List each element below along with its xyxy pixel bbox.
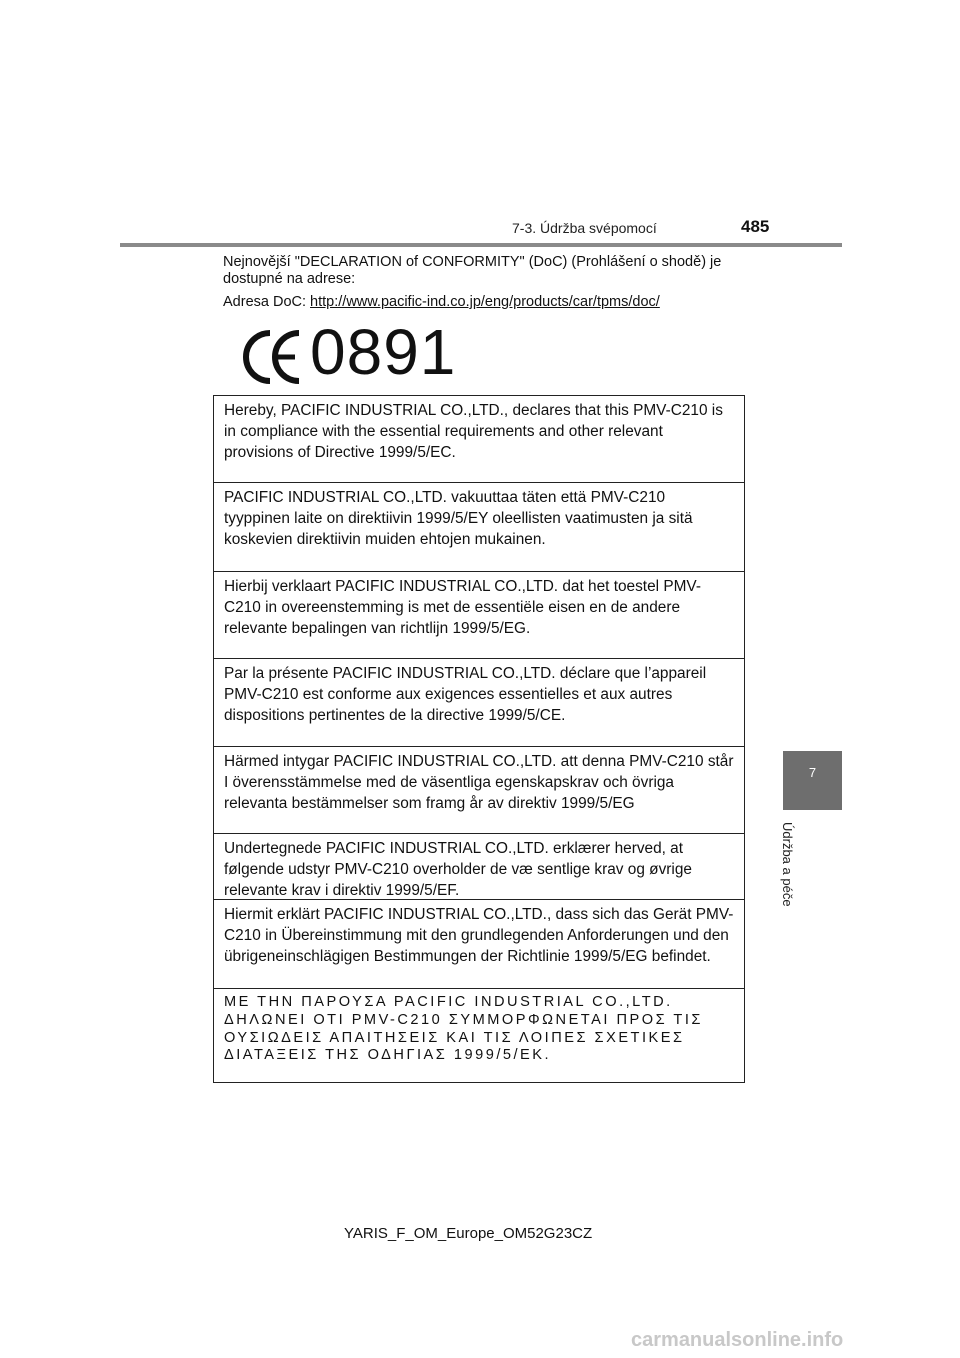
ce-notified-body-number: 0891 bbox=[310, 316, 457, 388]
doc-address bbox=[223, 294, 660, 310]
declaration-greek: ΜΕ ΤΗΝ ΠΑΡΟΥΣΑ PACIFIC INDUSTRIAL CO.,LTD. ΔΗΛΩΝΕΙ ΟΤΙ PMV-C210 ΣΥΜΜΟΡΦΩΝΕΤΑΙ ΠΡΟΣ ΤΙΣ ΟΥΣΙΩΔΕΙΣ ΑΠΑΙΤΗΣΕΙΣ ΚΑΙ ΤΙΣ ΛΟΙΠΕΣ ΣΧΕΤΙΚΕΣ ΔΙΑΤΑΞΕΙΣ ΤΗΣ ΟΔΗΓΙΑΣ 1999/5/ΕΚ. bbox=[224, 994, 703, 1064]
intro-text: Nejnovější "DECLARATION of CONFORMITY" (DoC) (Prohlášení o shodě) je dostupné na adrese: bbox=[223, 254, 722, 287]
doc-address-link[interactable]: http://www.pacific-ind.co.jp/eng/products/car/tpms/doc/ bbox=[310, 294, 660, 310]
declaration-french: Par la présente PACIFIC INDUSTRIAL CO.,LTD. déclare que l’appareil PMV-C210 est conforme aux exigences essentielles et aux autres dispositions pertinentes de la directive 1999/5/CE. bbox=[224, 665, 707, 724]
document-id: YARIS_F_OM_Europe_OM52G23CZ bbox=[344, 1225, 593, 1242]
declaration-swedish: Härmed intygar PACIFIC INDUSTRIAL CO.,LTD. att denna PMV-C210 står I överensstämmelse med de väsentliga egenskapskrav och övriga relevanta bestämmelser som framg år av direktiv 1999/5/EG bbox=[224, 753, 734, 812]
declaration-english: Hereby, PACIFIC INDUSTRIAL CO.,LTD., declares that this PMV-C210 is in compliance with the essential requirements and other relevant provisions of Directive 1999/5/EC. bbox=[224, 402, 723, 461]
chapter-tab-label: Údržba a péče bbox=[780, 822, 795, 907]
watermark-logo: carmanualsonline.info bbox=[631, 1329, 844, 1351]
doc-address-label: Adresa DoC: bbox=[223, 294, 307, 310]
chapter-tab-number: 7 bbox=[808, 765, 817, 780]
page-number: 485 bbox=[741, 217, 770, 236]
declaration-danish: Undertegnede PACIFIC INDUSTRIAL CO.,LTD. erklærer herved, at følgende udstyr PMV-C210 overholder de væ sentlige krav og øvrige relevante krav i direktiv 1999/5/EF. bbox=[224, 840, 692, 899]
ce-mark-icon bbox=[243, 330, 301, 384]
section-title: 7-3. Údržba svépomocí bbox=[512, 220, 657, 236]
declaration-finnish: PACIFIC INDUSTRIAL CO.,LTD. vakuuttaa täten että PMV-C210 tyyppinen laite on direktiivin 1999/5/EY oleellisten vaatimusten ja sitä koskevien direktiivin muiden ehtojen mukainen. bbox=[224, 489, 693, 548]
intro-paragraph bbox=[223, 254, 753, 288]
header-divider bbox=[120, 243, 842, 247]
declaration-table bbox=[213, 395, 745, 1083]
declaration-german: Hiermit erklärt PACIFIC INDUSTRIAL CO.,LTD., dass sich das Gerät PMV-C210 in Übereinstimmung mit den grundlegenden Anforderungen und den übrigeneinschlägigen Bestimmungen der Richtlinie 1999/5/EG befindet. bbox=[224, 906, 734, 965]
chapter-tab[interactable] bbox=[783, 751, 842, 810]
declaration-dutch: Hierbij verklaart PACIFIC INDUSTRIAL CO.,LTD. dat het toestel PMV-C210 in overeenstemming is met de essentiële eisen en de andere relevante bepalingen van richtlijn 1999/5/EG. bbox=[224, 578, 701, 637]
